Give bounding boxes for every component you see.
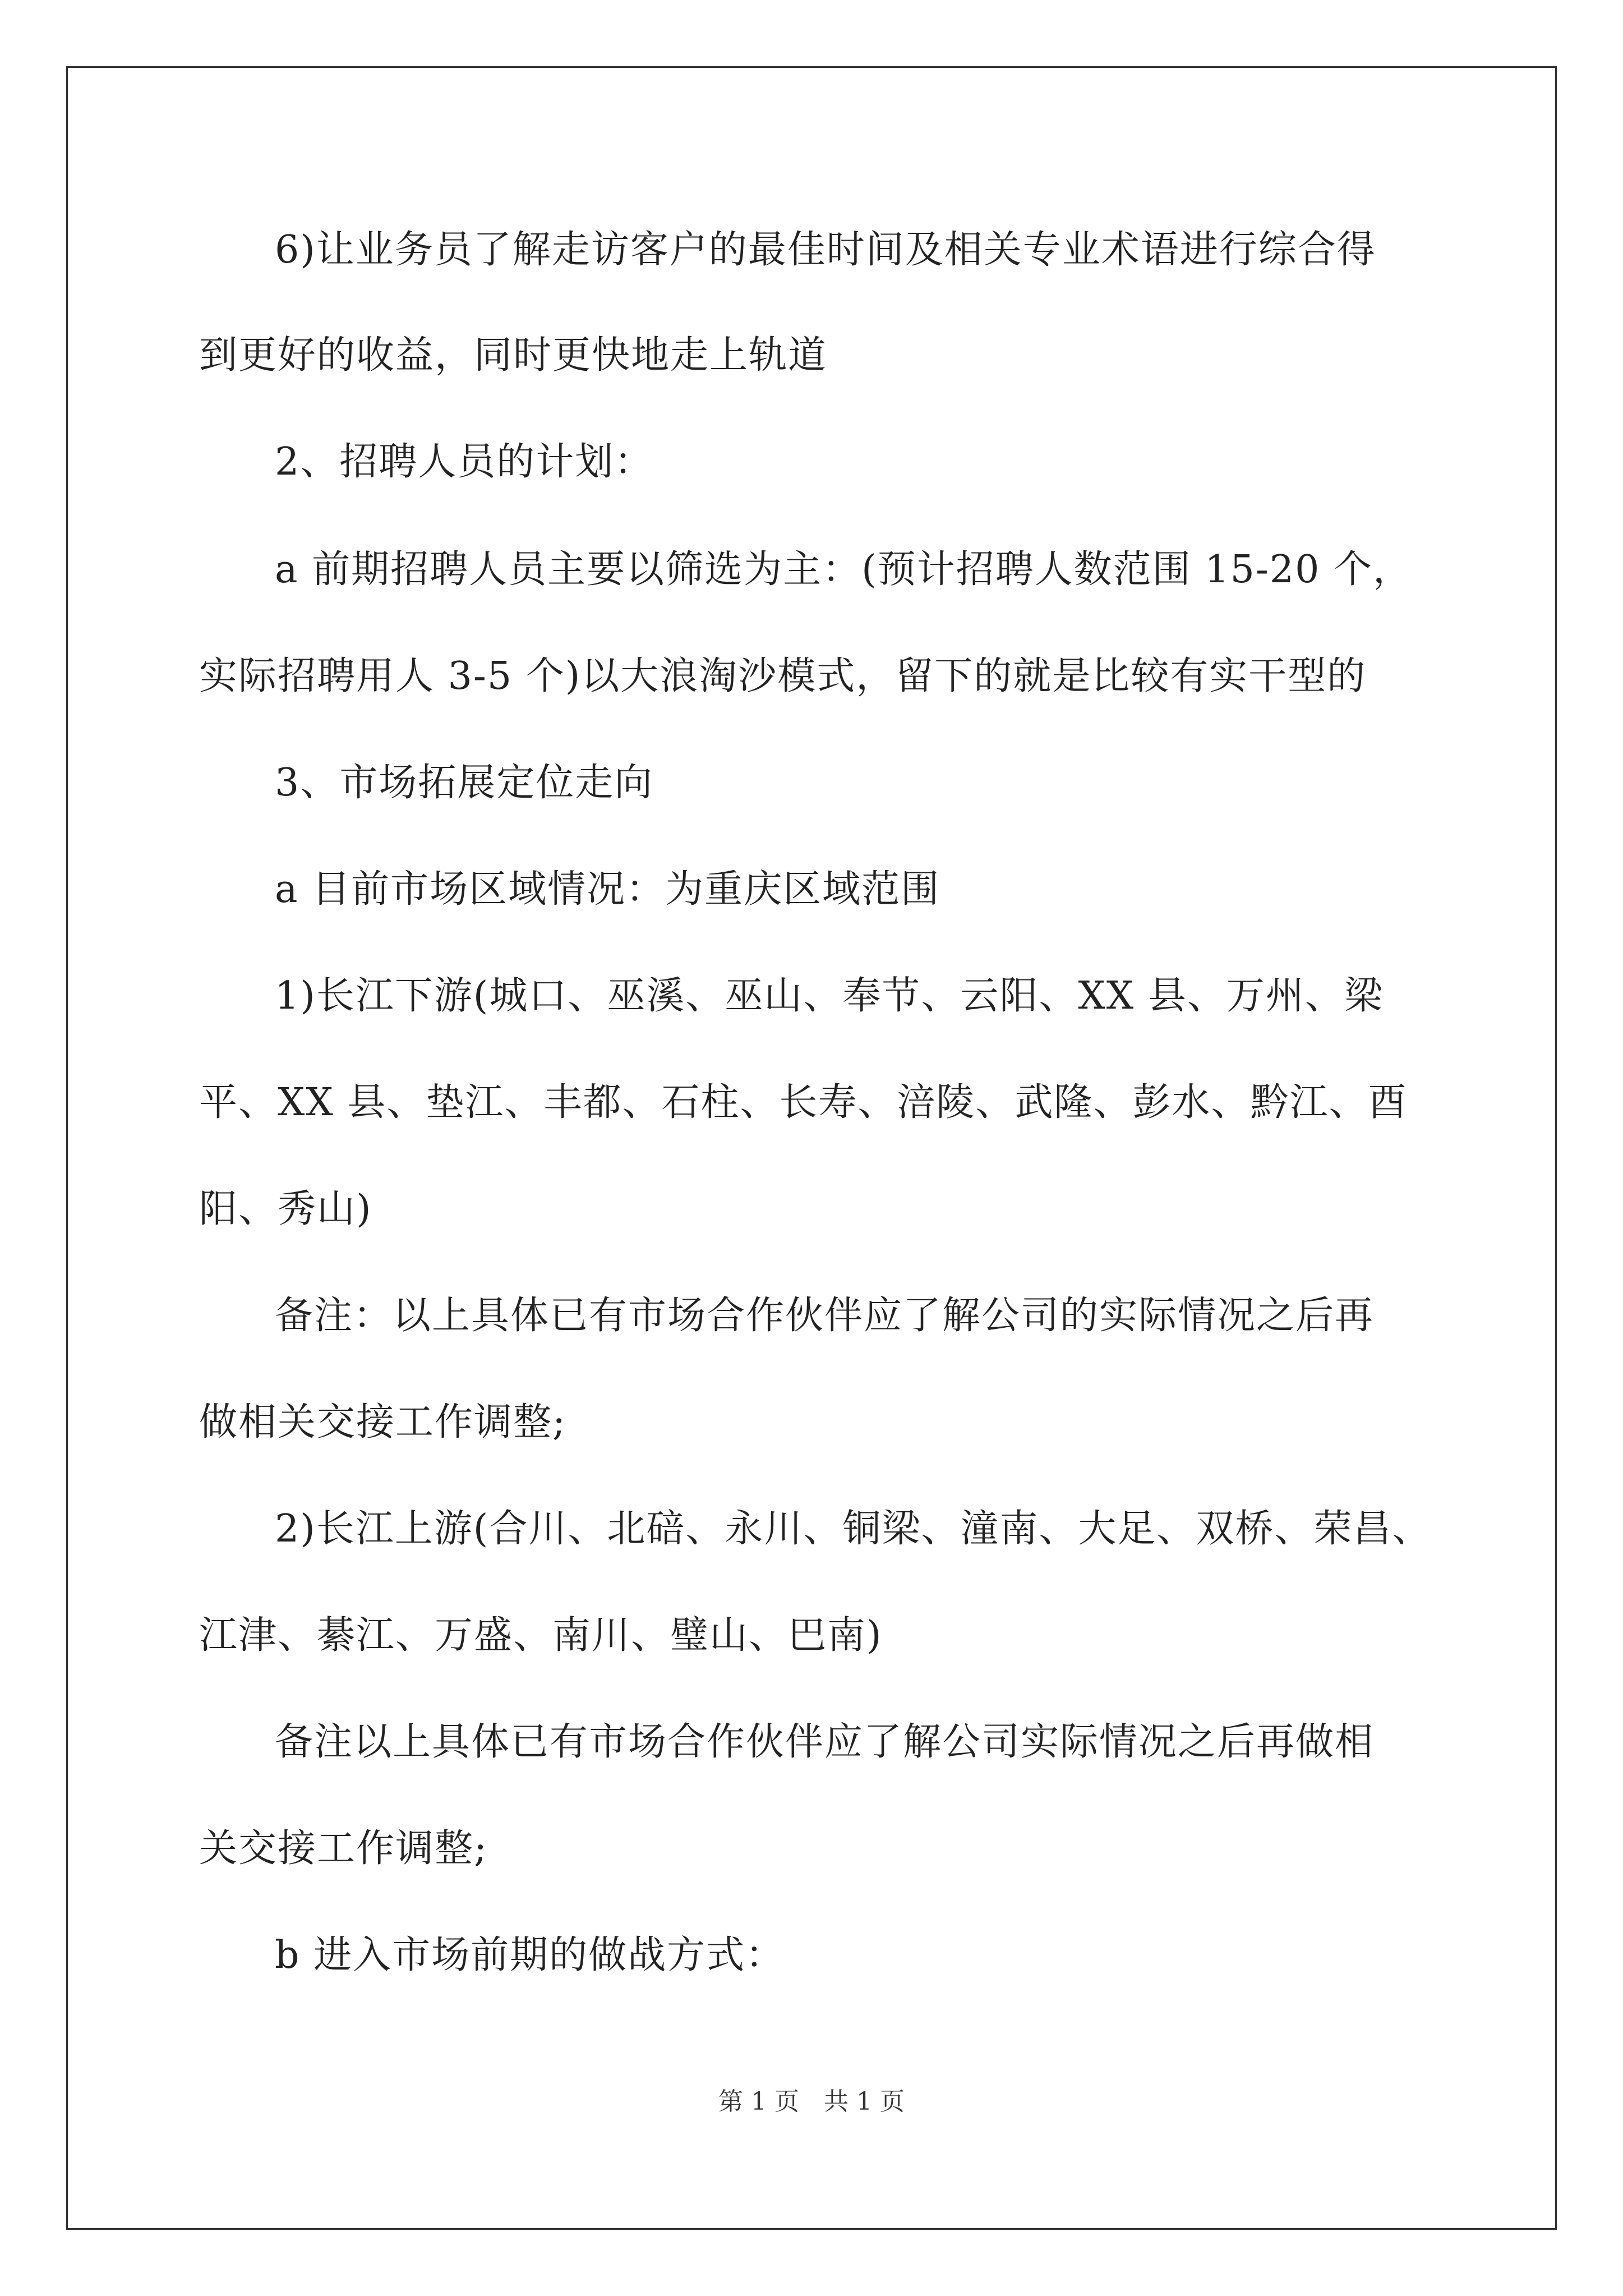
paragraph-line: 平、XX 县、垫江、丰都、石柱、长寿、涪陵、武隆、彭水、黔江、酉 [199, 1080, 1408, 1125]
paragraph-line: 关交接工作调整; [199, 1826, 488, 1871]
paragraph-line: 6)让业务员了解走访客户的最佳时间及相关专业术语进行综合得 [275, 228, 1376, 272]
paragraph-line: a 前期招聘人员主要以筛选为主：(预计招聘人数范围 15-20 个， [275, 547, 1412, 592]
paragraph-line: 实际招聘用人 3-5 个)以大浪淘沙模式，留下的就是比较有实干型的 [199, 654, 1367, 698]
paragraph-line: 到更好的收益，同时更快地走上轨道 [199, 333, 828, 378]
paragraph-line: 2)长江上游(合川、北碚、永川、铜梁、潼南、大足、双桥、荣昌、 [275, 1507, 1432, 1551]
paragraph-line: a 目前市场区域情况：为重庆区域范围 [275, 867, 940, 912]
paragraph-line: 1)长江下游(城口、巫溪、巫山、奉节、云阳、XX 县、万州、梁 [275, 974, 1384, 1018]
paragraph-line: 江津、綦江、万盛、南川、璧山、巴南) [199, 1613, 883, 1658]
page-footer: 第 1 页 共 1 页 [718, 2087, 905, 2116]
page-border [66, 66, 1557, 2230]
paragraph-line: 阳、秀山) [199, 1187, 372, 1231]
paragraph-line: 做相关交接工作调整; [199, 1400, 566, 1444]
paragraph-line: 备注以上具体已有市场合作伙伴应了解公司实际情况之后再做相 [275, 1720, 1375, 1764]
paragraph-line: 3、市场拓展定位走向 [275, 761, 654, 805]
paragraph-line: 2、招聘人员的计划： [275, 440, 654, 484]
paragraph-line: b 进入市场前期的做战方式： [275, 1933, 785, 1977]
paragraph-line: 备注：以上具体已有市场合作伙伴应了解公司的实际情况之后再 [275, 1294, 1375, 1338]
